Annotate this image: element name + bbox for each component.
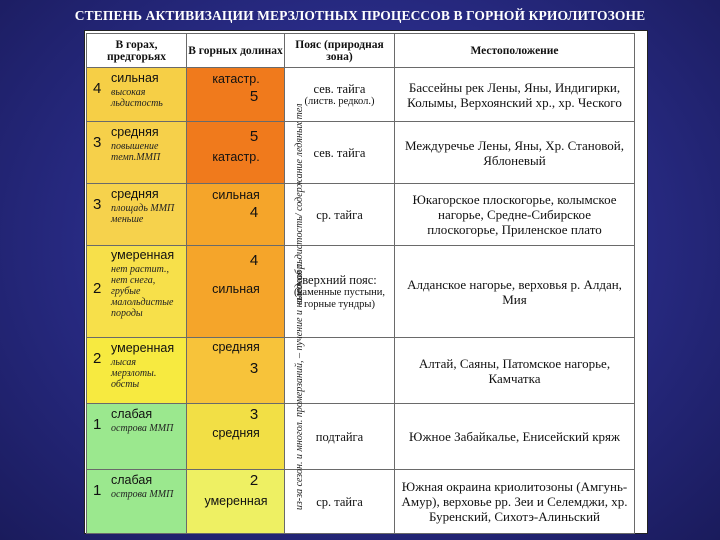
zone-label: сев. тайга: [313, 81, 366, 96]
location-text: Южное Забайкалье, Енисейский кряж: [409, 429, 620, 444]
mountains-level: сильная: [111, 71, 159, 85]
mountains-note: повышение темп.ММП: [111, 141, 161, 163]
mountains-score: 1: [93, 416, 102, 433]
mountains-note: нет растит., нет снега, грубые малольдистые породы: [111, 264, 174, 319]
mountains-score: 2: [93, 280, 102, 297]
location-text: Бассейны рек Лены, Яны, Индигирки, Колымы, Верхоянский хр., хр. Ческого: [407, 79, 622, 110]
valleys-score: 3: [249, 406, 259, 423]
valleys-score: 4: [249, 204, 259, 221]
location-cell: [395, 184, 635, 246]
mountains-score: 1: [93, 482, 102, 499]
valleys-score: 5: [249, 128, 259, 145]
mountains-cell: [87, 404, 187, 470]
table-row: [87, 246, 635, 338]
mountains-note: острова ММП: [111, 489, 174, 500]
valleys-cell: [187, 184, 285, 246]
mountains-level: умеренная: [111, 248, 175, 262]
valleys-level: сильная: [212, 282, 260, 296]
mountains-level: средняя: [111, 187, 159, 201]
table-row: [87, 470, 635, 534]
header-mountains: В горах, предгорьях: [87, 34, 187, 68]
mountains-cell: [87, 122, 187, 184]
zone-label: ср. тайга: [316, 494, 363, 509]
page-title: СТЕПЕНЬ АКТИВИЗАЦИИ МЕРЗЛОТНЫХ ПРОЦЕССОВ В ГОРНОЙ КРИОЛИТОЗОНЕ: [74, 8, 646, 23]
table-row: [87, 404, 635, 470]
location-text: Алданское нагорье, верховья р. Алдан, Мия: [407, 276, 622, 307]
location-cell: [395, 246, 635, 338]
location-cell: [395, 68, 635, 122]
mountains-note: лысая мерзлоты. обсты: [111, 357, 157, 390]
valleys-cell: [187, 338, 285, 404]
valleys-level: катастр.: [212, 72, 260, 86]
mountains-note: площадь ММП меньше: [111, 203, 175, 225]
valleys-level: катастр.: [212, 150, 260, 164]
zone-note: (листв. редкол.): [304, 95, 375, 107]
valleys-cell: [187, 246, 285, 338]
zone-note: (каменные пустыни, горные тундры): [293, 286, 386, 310]
vertical-note-upper: высокая льдистость/ содержание ледяных тел: [294, 103, 305, 305]
mountains-note: острова ММП: [111, 423, 174, 434]
mountains-cell: [87, 246, 187, 338]
mountains-score: 4: [93, 80, 102, 97]
mountains-score: 3: [93, 196, 102, 213]
valleys-level: сильная: [212, 188, 260, 202]
location-cell: [395, 122, 635, 184]
table-row: [87, 184, 635, 246]
location-text: Междуречье Лены, Яны, Хр. Становой, Яблоневый: [405, 137, 624, 168]
mountains-cell: [87, 338, 187, 404]
mountains-cell: [87, 470, 187, 534]
header-valleys: В горных долинах: [187, 34, 285, 68]
location-text: Южная окраина криолитозоны (Амгунь-Амур), верховье рр. Зеи и Селемджи, хр. Буренский, Сихотэ-Алиньский: [401, 479, 628, 524]
mountains-cell: [87, 68, 187, 122]
valleys-score: 2: [249, 472, 259, 489]
vertical-note-lower: из-за сезон. и многол. промерзаний, – пучение и наледеобр.: [294, 261, 305, 510]
table-row: [87, 68, 635, 122]
data-table: [86, 33, 635, 534]
mountains-note: высокая льдистость: [111, 87, 163, 109]
valleys-score: 5: [249, 88, 259, 105]
zone-label: подтайга: [315, 429, 364, 444]
valleys-score: 4: [249, 252, 259, 269]
header-zone: Пояс (природная зона): [285, 34, 395, 68]
valleys-level: умеренная: [204, 494, 268, 508]
mountains-level: средняя: [111, 125, 159, 139]
mountains-cell: [87, 184, 187, 246]
location-text: Юкагорское плоскогорье, колымское нагорье, Средне-Сибирское плоскогорье, Приленское плато: [412, 192, 617, 237]
header-location: Местоположение: [395, 34, 635, 68]
mountains-level: слабая: [111, 407, 153, 421]
mountains-level: умеренная: [111, 341, 175, 355]
zone-label: ср. тайга: [316, 207, 363, 222]
valleys-score: 3: [249, 360, 259, 377]
location-cell: [395, 338, 635, 404]
zone-label: сев. тайга: [313, 145, 366, 160]
table-header-row: [87, 34, 635, 68]
valleys-cell: [187, 404, 285, 470]
zone-label: верхний пояс:: [302, 272, 377, 287]
valleys-level: средняя: [212, 340, 260, 354]
table-row: [87, 338, 635, 404]
mountains-score: 3: [93, 134, 102, 151]
mountains-level: слабая: [111, 473, 153, 487]
mountains-score: 2: [93, 350, 102, 367]
location-cell: [395, 470, 635, 534]
valleys-cell: [187, 470, 285, 534]
location-text: Алтай, Саяны, Патомское нагорье, Камчатка: [418, 355, 611, 386]
location-cell: [395, 404, 635, 470]
table-row: [87, 122, 635, 184]
valleys-cell: [187, 68, 285, 122]
valleys-level: средняя: [212, 426, 260, 440]
valleys-cell: [187, 122, 285, 184]
